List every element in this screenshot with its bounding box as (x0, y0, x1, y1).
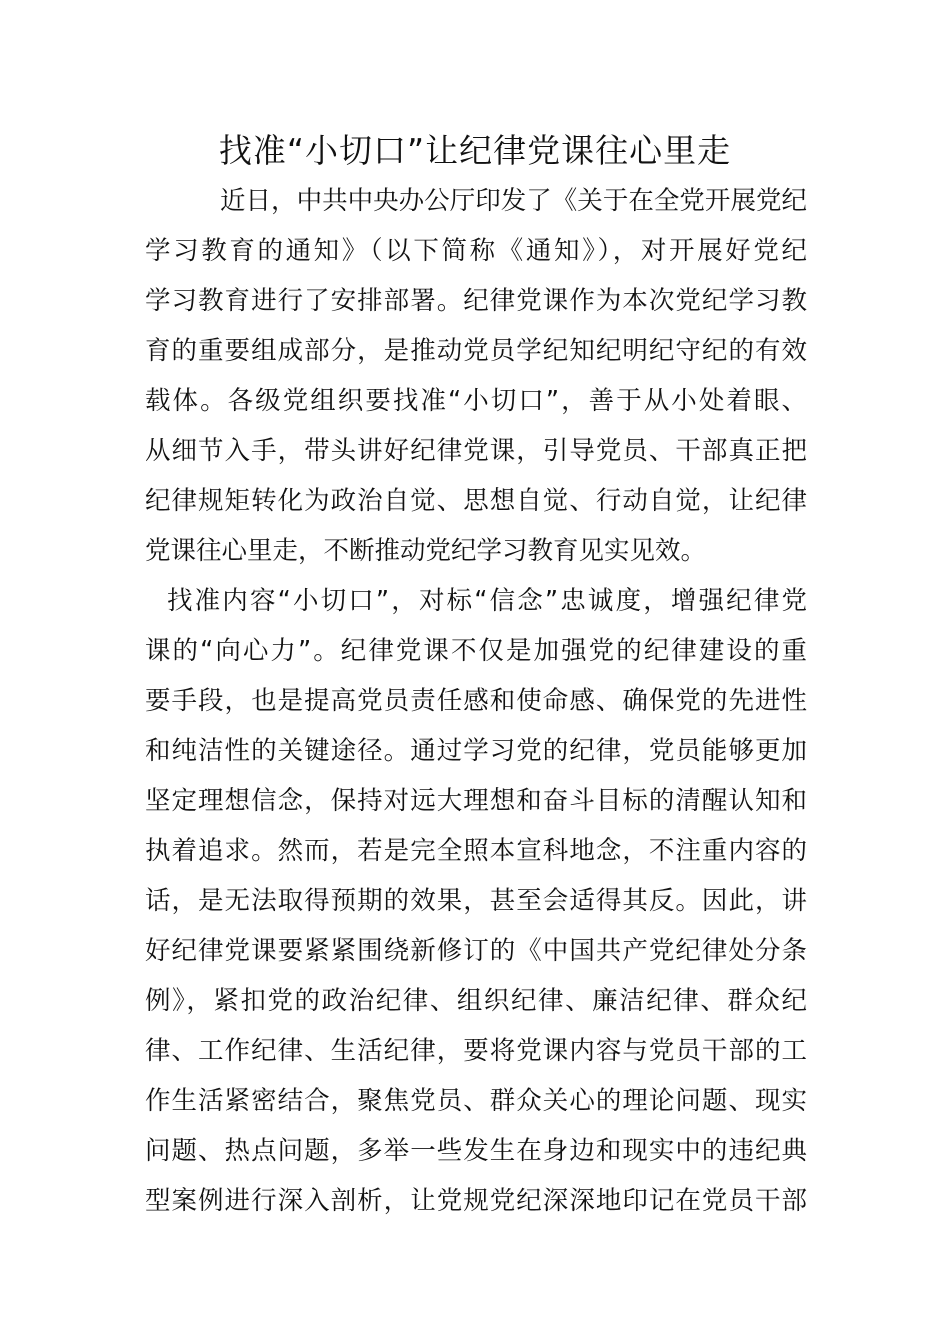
text-line: 学习教育进行了安排部署。纪律党课作为本次党纪学习教 (145, 286, 807, 316)
text-line: 课的“向心力”。纪律党课不仅是加强党的纪律建设的重 (145, 636, 807, 666)
text-line: 执着追求。然而，若是完全照本宣科地念，不注重内容的 (145, 836, 807, 866)
text-line: 坚定理想信念，保持对远大理想和奋斗目标的清醒认知和 (145, 786, 807, 816)
text-line: 作生活紧密结合，聚焦党员、群众关心的理论问题、现实 (145, 1086, 807, 1116)
text-line: 要手段，也是提高党员责任感和使命感、确保党的先进性 (145, 686, 807, 716)
text-line: 话，是无法取得预期的效果，甚至会适得其反。因此，讲 (145, 886, 807, 916)
text-line: 纪律规矩转化为政治自觉、思想自觉、行动自觉，让纪律 (145, 486, 807, 516)
text-line: 和纯洁性的关键途径。通过学习党的纪律，党员能够更加 (145, 736, 807, 766)
text-line: 型案例进行深入剖析，让党规党纪深深地印记在党员干部 (145, 1186, 807, 1216)
document-title: 找准“小切口”让纪律党课往心里走 (218, 131, 732, 170)
text-line: 育的重要组成部分，是推动党员学纪知纪明纪守纪的有效 (145, 336, 807, 366)
text-line: 从细节入手，带头讲好纪律党课，引导党员、干部真正把 (145, 436, 807, 466)
text-line: 律、工作纪律、生活纪律，要将党课内容与党员干部的工 (145, 1036, 807, 1066)
text-line: 例》，紧扣党的政治纪律、组织纪律、廉洁纪律、群众纪 (145, 986, 807, 1016)
text-line: 好纪律党课要紧紧围绕新修订的《中国共产党纪律处分条 (145, 936, 807, 966)
paragraph-content-section (145, 576, 807, 1226)
text-line: 载体。各级党组织要找准“小切口”，善于从小处着眼、 (145, 386, 807, 416)
text-line: 学习教育的通知》（以下简称《通知》），对开展好党纪 (145, 236, 807, 266)
text-line: 找准内容“小切口”，对标“信念”忠诚度，增强纪律党 (167, 586, 807, 616)
text-line: 党课往心里走，不断推动党纪学习教育见实见效。 (145, 536, 707, 566)
text-line: 近日，中共中央办公厅印发了《关于在全党开展党纪 (220, 186, 807, 216)
paragraph-intro (145, 176, 807, 576)
text-line: 问题、热点问题，多举一些发生在身边和现实中的违纪典 (145, 1136, 807, 1166)
